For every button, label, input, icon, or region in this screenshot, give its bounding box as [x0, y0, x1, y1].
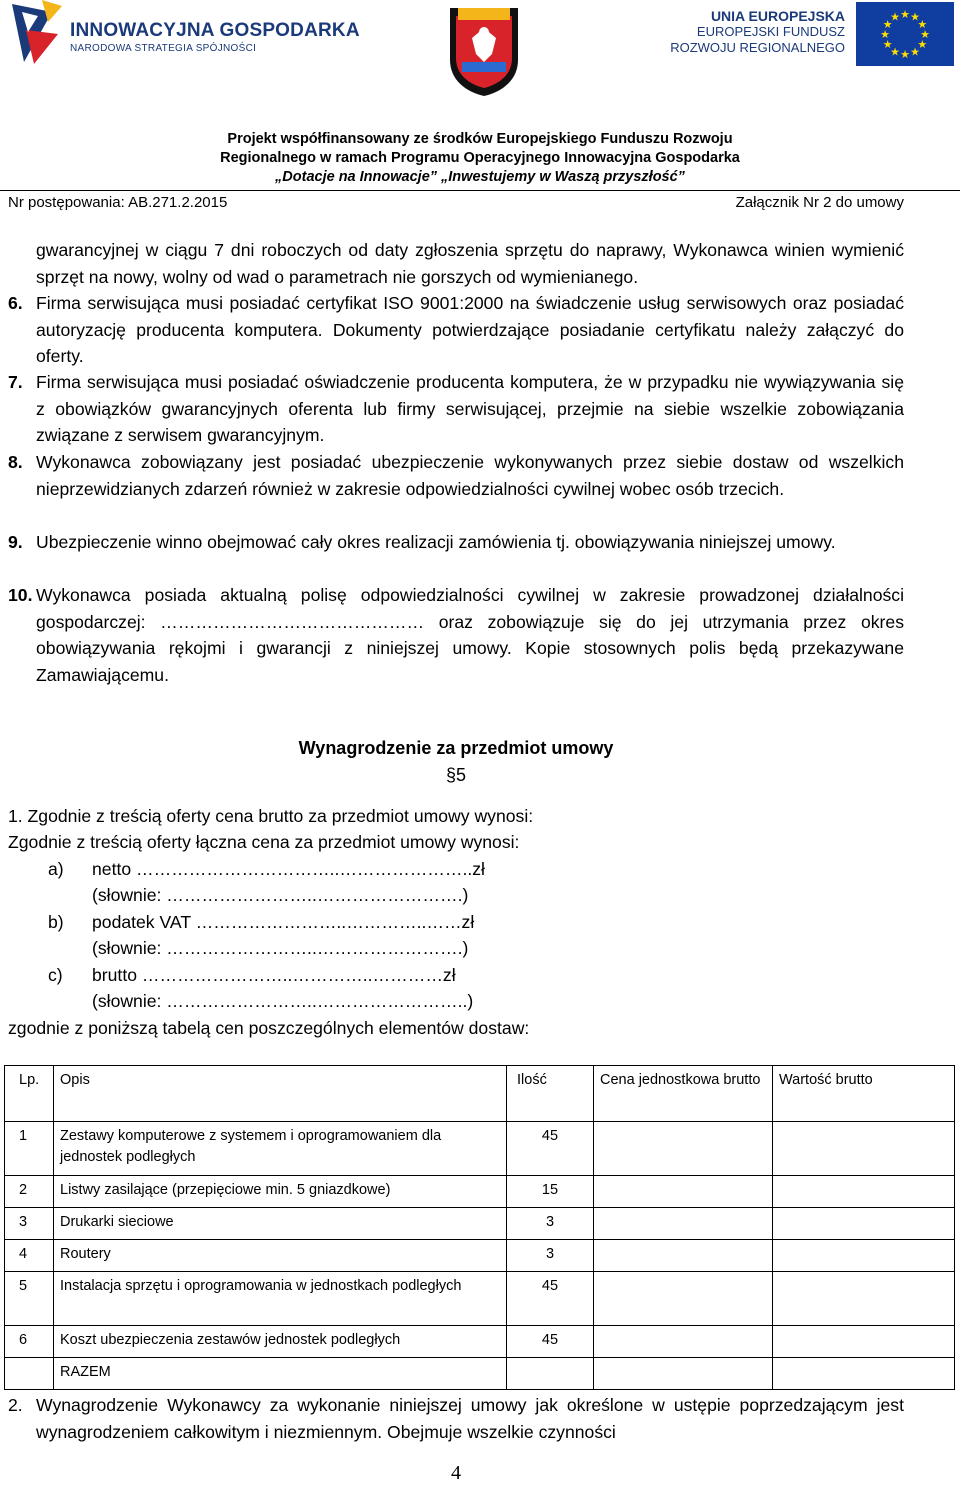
total-lp [5, 1358, 54, 1390]
price-table [4, 1065, 955, 1390]
table-intro: zgodnie z poniższą tabelą cen poszczególnych elementów dostaw: [8, 1018, 530, 1038]
row-lp: 6 [5, 1326, 54, 1358]
eu-star-icon: ★ [900, 9, 910, 21]
attachment-label: Załącznik Nr 2 do umowy [735, 194, 904, 211]
item-9-text: Ubezpieczenie winno obejmować cały okres realizacji zamówienia tj. obowiązywania niniejszej umowy. [36, 532, 836, 552]
item-8-number: 8. [8, 452, 23, 472]
project-info [100, 130, 860, 187]
row-lp: 1 [5, 1122, 54, 1176]
header-quantity: Ilość [507, 1066, 594, 1122]
case-number: Nr postępowania: AB.271.2.2015 [8, 194, 228, 211]
row-lp: 4 [5, 1240, 54, 1272]
row-quantity: 3 [507, 1240, 594, 1272]
eu-stars-icon [856, 2, 954, 66]
eu-logo-line3: ROZWOJU REGIONALNEGO [670, 40, 845, 55]
price-gross-words: (słownie: ……………………..……………………..) [92, 991, 474, 1011]
header-lp: Lp. [5, 1066, 54, 1122]
row-description: Instalacja sprzętu i oprogramowania w jednostkach podległych [54, 1272, 507, 1326]
section-heading: Wynagrodzenie za przedmiot umowy [298, 738, 614, 758]
price-b-label: b) [48, 912, 64, 932]
row-lp: 3 [5, 1208, 54, 1240]
table-row [5, 1176, 955, 1208]
item-2-text: Wynagrodzenie Wykonawcy za wykonanie niniejszej umowy jak określone w ustępie poprzedzającym jest wynagrodzeniem całkowitym i niezmiennym. Obejmuje wszelkie czynności [36, 1395, 904, 1442]
innowacyjna-gospodarka-logo [12, 0, 360, 70]
section-total-line: Zgodnie z treścią oferty łączna cena za przedmiot umowy wynosi: [8, 832, 520, 852]
row-description: Zestawy komputerowe z systemem i oprogramowaniem dla jednostek podległych [54, 1122, 507, 1176]
project-line3: „Dotacje na Innowacje” „Inwestujemy w Waszą przyszłość” [275, 169, 685, 185]
table-row [5, 1326, 955, 1358]
eu-star-icon: ★ [890, 11, 900, 24]
paragraph-continued: gwarancyjnej w ciągu 7 dni roboczych od daty zgłoszenia sprzętu do naprawy, Wykonawca winien wymienić sprzęt na nowy, wolny od wad o parametrach nie gorszych od wymienianego. [36, 240, 904, 287]
item-7-number: 7. [8, 372, 23, 392]
row-total-value [773, 1122, 955, 1176]
table-row [5, 1208, 955, 1240]
row-unit-price [594, 1240, 773, 1272]
row-total-value [773, 1208, 955, 1240]
header-divider [0, 190, 960, 191]
table-row [5, 1122, 955, 1176]
row-lp: 2 [5, 1176, 54, 1208]
ig-logo-title: INNOWACYJNA GOSPODARKA [70, 20, 360, 41]
price-vat: podatek VAT ……………………..…………..……zł [92, 912, 475, 932]
item-9-number: 9. [8, 532, 23, 552]
price-gross: brutto ……………………..…………..…………zł [92, 965, 456, 985]
row-unit-price [594, 1326, 773, 1358]
header-description: Opis [54, 1066, 507, 1122]
row-quantity: 45 [507, 1326, 594, 1358]
item-7-text: Firma serwisująca musi posiadać oświadczenie producenta komputera, że w przypadku nie wywiązywania się z obowiązków gwarancyjnych oferenta lub firmy serwisującej, przejmie na siebie wszelkie zobowiązania związane z serwisem gwarancyjnym. [36, 372, 904, 445]
eu-star-icon: ★ [900, 49, 910, 61]
row-unit-price [594, 1208, 773, 1240]
eu-star-icon: ★ [917, 39, 928, 51]
eu-flag [856, 2, 954, 66]
price-a-label: a) [48, 859, 64, 879]
project-line1: Projekt współfinansowany ze środków Europejskiego Funduszu Rozwoju [227, 131, 733, 147]
row-total-value [773, 1272, 955, 1326]
total-unit-price [594, 1358, 773, 1390]
ig-logo-subtitle: NARODOWA STRATEGIA SPÓJNOŚCI [70, 43, 257, 54]
price-vat-words: (słownie: ……………………..…………………….) [92, 938, 469, 958]
price-net-words: (słownie: ……………………..…………………….) [92, 885, 469, 905]
row-total-value [773, 1176, 955, 1208]
price-c-label: c) [48, 965, 63, 985]
row-description: Routery [54, 1240, 507, 1272]
price-net: netto ……………………………..…………………..zł [92, 859, 485, 879]
eu-logo-line2: EUROPEJSKI FUNDUSZ [696, 24, 845, 39]
item-6-text: Firma serwisująca musi posiadać certyfikat ISO 9001:2000 na świadczenie usług serwisowych oraz posiadać autoryzację producenta komputera. Dokumenty potwierdzające posiadanie certyfikatu należy załączyć do oferty. [36, 293, 904, 366]
row-lp: 5 [5, 1272, 54, 1326]
eu-star-icon: ★ [882, 19, 893, 31]
eu-star-icon: ★ [882, 39, 893, 51]
total-value [773, 1358, 955, 1390]
eu-star-icon: ★ [910, 11, 920, 24]
row-total-value [773, 1240, 955, 1272]
item-2-number: 2. [8, 1395, 23, 1415]
table-total-row [5, 1358, 955, 1390]
eu-star-icon: ★ [920, 29, 930, 41]
item-10-number: 10. [8, 585, 33, 605]
row-quantity: 3 [507, 1208, 594, 1240]
item-8-text: Wykonawca zobowiązany jest posiadać ubezpieczenie wykonywanych przez siebie dostaw od wszelkich nieprzewidzianych zdarzeń również w zakresie odpowiedzialności cywilnej wobec osób trzecich. [36, 452, 904, 499]
table-header-row [5, 1066, 955, 1122]
table-row [5, 1272, 955, 1326]
row-unit-price [594, 1176, 773, 1208]
row-description: Koszt ubezpieczenia zestawów jednostek podległych [54, 1326, 507, 1358]
project-line2: Regionalnego w ramach Programu Operacyjnego Innowacyjna Gospodarka [220, 150, 740, 166]
coat-of-arms-icon [446, 2, 522, 98]
row-quantity: 15 [507, 1176, 594, 1208]
eu-star-icon: ★ [880, 29, 890, 41]
item-6-number: 6. [8, 293, 23, 313]
coat-of-arms [446, 2, 522, 98]
header-unit-price: Cena jednostkowa brutto [594, 1066, 773, 1122]
row-quantity: 45 [507, 1122, 594, 1176]
row-total-value [773, 1326, 955, 1358]
row-unit-price [594, 1272, 773, 1326]
eu-logo-text [650, 8, 845, 56]
eu-logo-line1: UNIA EUROPEJSKA [710, 8, 845, 24]
section-item-1: 1. Zgodnie z treścią oferty cena brutto za przedmiot umowy wynosi: [8, 806, 534, 826]
ig-logo-mark-icon [12, 0, 64, 68]
total-quantity [507, 1358, 594, 1390]
eu-star-icon: ★ [917, 19, 928, 31]
row-quantity: 45 [507, 1272, 594, 1326]
page-number: 4 [451, 1462, 461, 1484]
header-total-value: Wartość brutto [773, 1066, 955, 1122]
item-10-text: Wykonawca posiada aktualną polisę odpowiedzialności cywilnej w zakresie prowadzonej działalności gospodarczej: ……………………………………… oraz zobowiązuje się do jej utrzymania przez okres obowiązywania rękojmi i gwarancji z niniejszej umowy. Kopie stosownych polis będą przekazywane Zamawiającemu. [36, 585, 904, 685]
total-label: RAZEM [54, 1358, 507, 1390]
eu-star-icon: ★ [910, 46, 920, 59]
eu-star-icon: ★ [890, 46, 900, 59]
row-description: Drukarki sieciowe [54, 1208, 507, 1240]
row-description: Listwy zasilające (przepięciowe min. 5 gniazdkowe) [54, 1176, 507, 1208]
table-row [5, 1240, 955, 1272]
row-unit-price [594, 1122, 773, 1176]
section-number: §5 [445, 765, 467, 785]
